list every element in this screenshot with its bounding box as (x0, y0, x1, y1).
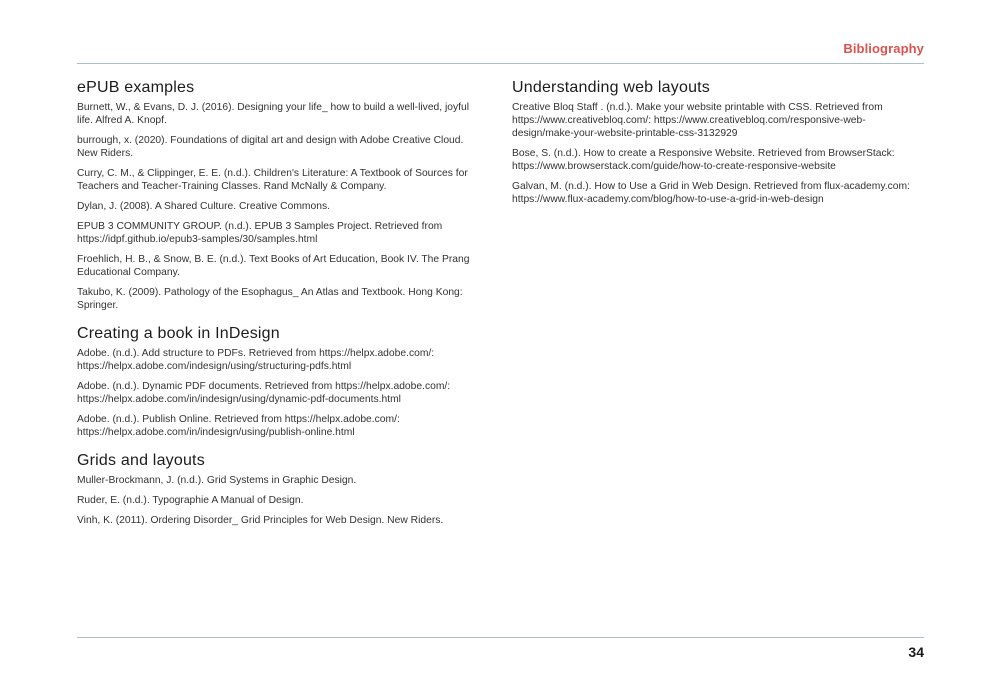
section-heading: Grids and layouts (77, 452, 205, 469)
reference-entry: Adobe. (n.d.). Publish Online. Retrieved from https://helpx.adobe.com/: https://helpx.adobe.com/in/indesign/using/publish-online.html (77, 414, 400, 438)
right-column (512, 78, 924, 218)
reference-entry: burrough, x. (2020). Foundations of digital art and design with Adobe Creative Cloud. New Riders. (77, 135, 464, 159)
footer-divider (77, 637, 924, 638)
section-understanding-web-layouts (512, 78, 924, 206)
reference-entry: Adobe. (n.d.). Dynamic PDF documents. Retrieved from https://helpx.adobe.com/: https://helpx.adobe.com/in/indesign/using/dynamic-pdf-documents.html (77, 381, 451, 405)
reference-entry: Burnett, W., & Evans, D. J. (2016). Designing your life_ how to build a well-lived, joyful life. Alfred A. Knopf. (77, 102, 470, 126)
left-column (77, 78, 477, 539)
section-heading: Creating a book in InDesign (77, 325, 280, 342)
reference-entry: Dylan, J. (2008). A Shared Culture. Creative Commons. (77, 201, 330, 212)
section-creating-book-indesign (77, 324, 477, 439)
reference-entry: Takubo, K. (2009). Pathology of the Esophagus_ An Atlas and Textbook. Hong Kong: Springer. (77, 287, 463, 311)
section-title: Bibliography (843, 41, 924, 56)
reference-entry: Ruder, E. (n.d.). Typographie A Manual of Design. (77, 495, 304, 506)
reference-entry: Vinh, K. (2011). Ordering Disorder_ Grid Principles for Web Design. New Riders. (77, 515, 444, 526)
reference-entry: EPUB 3 COMMUNITY GROUP. (n.d.). EPUB 3 Samples Project. Retrieved from https://idpf.github.io/epub3-samples/30/samples.html (77, 221, 443, 245)
reference-entry: Adobe. (n.d.). Add structure to PDFs. Retrieved from https://helpx.adobe.com/: https://helpx.adobe.com/indesign/using/structuring-pdfs.html (77, 348, 435, 372)
page-number: 34 (908, 644, 924, 660)
reference-entry: Galvan, M. (n.d.). How to Use a Grid in Web Design. Retrieved from flux-academy.com: https://www.flux-academy.com/blog/how-to-use-a-grid-in-web-design (512, 181, 910, 205)
section-heading: ePUB examples (77, 79, 195, 96)
section-heading: Understanding web layouts (512, 79, 711, 96)
section-epub-examples (77, 78, 477, 312)
reference-entry: Muller-Brockmann, J. (n.d.). Grid Systems in Graphic Design. (77, 475, 357, 486)
reference-entry: Froehlich, H. B., & Snow, B. E. (n.d.). Text Books of Art Education, Book IV. The Prang Educational Company. (77, 254, 470, 278)
header-divider (77, 63, 924, 64)
reference-entry: Bose, S. (n.d.). How to create a Responsive Website. Retrieved from BrowserStack: https://www.browserstack.com/guide/how-to-create-responsive-website (512, 148, 895, 172)
reference-entry: Creative Bloq Staff . (n.d.). Make your website printable with CSS. Retrieved from https://www.creativebloq.com/: https://www.creativebloq.com/responsive-web-design/make-your-website-printable-css-3132929 (512, 102, 883, 139)
reference-entry: Curry, C. M., & Clippinger, E. E. (n.d.). Children's Literature: A Textbook of Sources for Teachers and Teacher-Training Classes. Rand McNally & Company. (77, 168, 468, 192)
section-grids-and-layouts (77, 451, 477, 527)
